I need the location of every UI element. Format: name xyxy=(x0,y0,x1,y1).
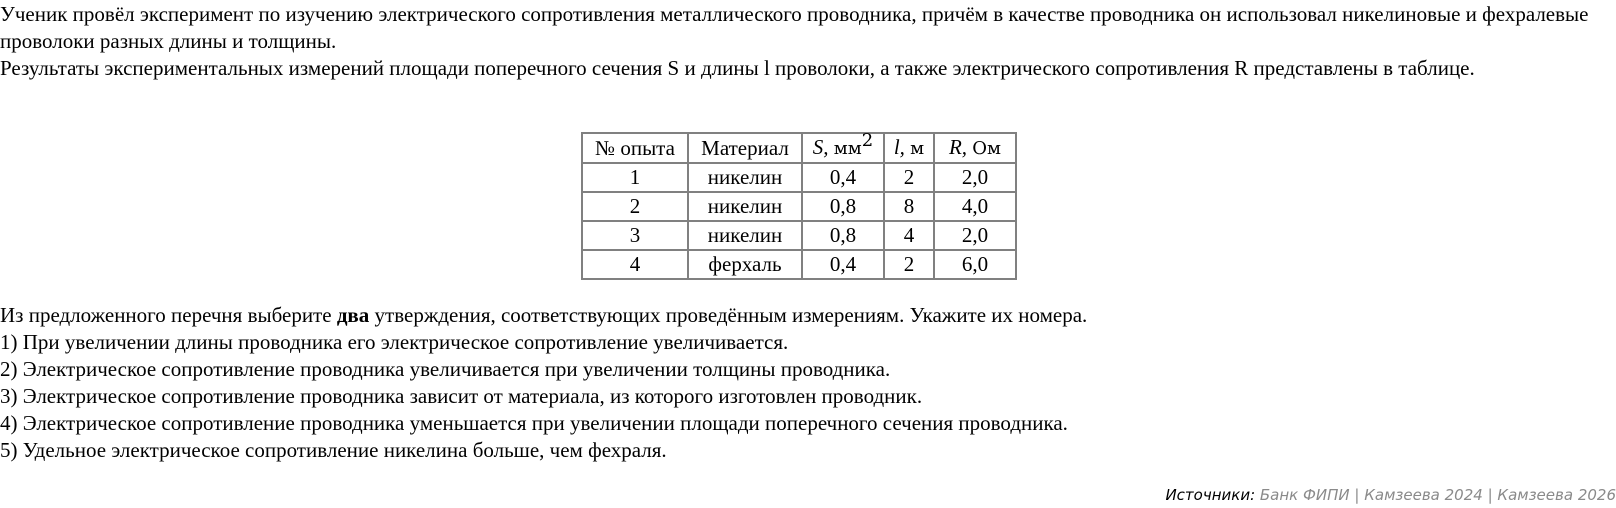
source-kamzeeva-2024[interactable]: Камзеева 2024 xyxy=(1364,486,1483,504)
cell-resistance: 2,0 xyxy=(934,221,1016,250)
sources-footer xyxy=(1165,485,1616,505)
cell-material: никелин xyxy=(688,221,802,250)
prompt-emphasis-two: два xyxy=(336,303,370,327)
table-row xyxy=(582,221,1016,250)
source-separator: | xyxy=(1349,486,1365,504)
option-2: 2) Электрическое сопротивление проводника увеличивается при увеличении толщины проводника. xyxy=(0,357,891,381)
cell-number: 1 xyxy=(582,163,688,192)
cell-area: 0,8 xyxy=(802,221,884,250)
header-l-symbol: l, xyxy=(893,135,905,159)
table-row xyxy=(582,250,1016,279)
cell-area: 0,8 xyxy=(802,192,884,221)
option-1: 1) При увеличении длины проводника его электрическое сопротивление увеличивается. xyxy=(0,330,789,354)
option-4: 4) Электрическое сопротивление проводника уменьшается при увеличении площади поперечного сечения проводника. xyxy=(0,411,1068,435)
table-row xyxy=(582,163,1016,192)
header-s-unit-exponent: 2 xyxy=(861,130,874,151)
cell-resistance: 6,0 xyxy=(934,250,1016,279)
source-kamzeeva-2026[interactable]: Камзеева 2026 xyxy=(1497,486,1616,504)
cell-material: никелин xyxy=(688,163,802,192)
header-l-unit: м xyxy=(910,138,925,159)
header-s-symbol: S, xyxy=(812,135,829,159)
header-r-unit: Ом xyxy=(972,138,1002,159)
header-length xyxy=(884,133,934,163)
option-3: 3) Электрическое сопротивление проводника зависит от материала, из которого изготовлен проводник. xyxy=(0,384,923,408)
cell-length: 8 xyxy=(884,192,934,221)
cell-material: никелин xyxy=(688,192,802,221)
source-fipi-bank[interactable]: Банк ФИПИ xyxy=(1255,486,1350,504)
cell-length: 2 xyxy=(884,163,934,192)
cell-area: 0,4 xyxy=(802,163,884,192)
cell-number: 4 xyxy=(582,250,688,279)
header-material: Материал xyxy=(688,133,802,163)
intro-paragraph-1: Ученик провёл эксперимент по изучению электрического сопротивления металлического проводника, причём в качестве проводника он использовал никелиновые и фехралевые проволоки разных длины и толщины. xyxy=(0,2,1589,53)
source-separator: | xyxy=(1482,486,1498,504)
problem-intro xyxy=(0,1,1616,82)
header-cross-section xyxy=(802,130,884,163)
results-table xyxy=(581,132,1017,280)
cell-resistance: 2,0 xyxy=(934,163,1016,192)
header-experiment-number: № опыта xyxy=(582,133,688,163)
option-5: 5) Удельное электрическое сопротивление никелина больше, чем фехраля. xyxy=(0,438,667,462)
cell-material: ферхаль xyxy=(688,250,802,279)
table-row xyxy=(582,192,1016,221)
header-r-symbol: R, xyxy=(948,135,968,159)
cell-length: 2 xyxy=(884,250,934,279)
cell-length: 4 xyxy=(884,221,934,250)
question-prompt xyxy=(0,302,1087,329)
cell-resistance: 4,0 xyxy=(934,192,1016,221)
cell-number: 2 xyxy=(582,192,688,221)
table-header-row xyxy=(582,133,1016,163)
prompt-text-start: Из предложенного перечня выберите xyxy=(0,303,337,327)
cell-area: 0,4 xyxy=(802,250,884,279)
cell-number: 3 xyxy=(582,221,688,250)
sources-label: Источники: xyxy=(1165,486,1256,504)
prompt-text-end: утверждения, соответствующих проведённым измерениям. Укажите их номера. xyxy=(369,303,1088,327)
header-resistance xyxy=(934,133,1016,163)
question-block xyxy=(0,302,1087,464)
results-table-container xyxy=(581,132,1017,280)
header-s-unit: мм xyxy=(833,138,862,159)
intro-paragraph-2: Результаты экспериментальных измерений площади поперечного сечения S и длины l проволоки, а также электрического сопротивления R представлены в таблице. xyxy=(0,56,1475,80)
